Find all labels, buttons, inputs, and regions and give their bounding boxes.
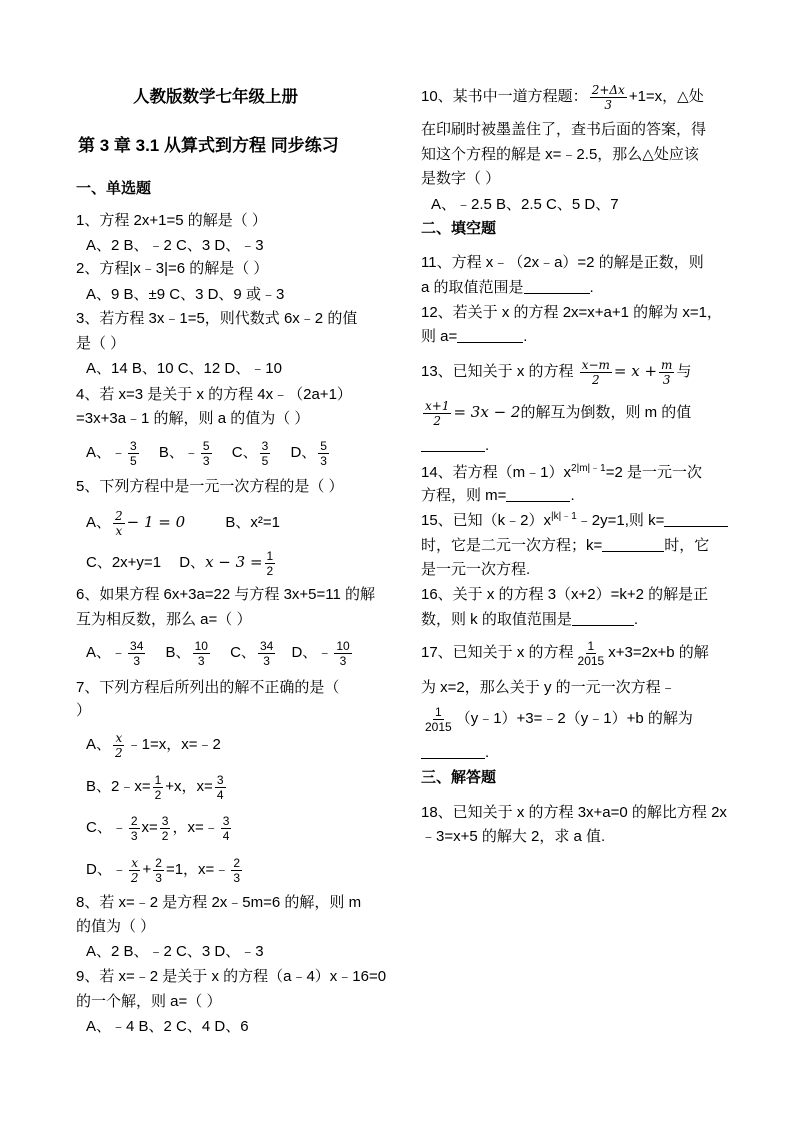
q6-options: A、﹣ $\frac{34}{3}$ B、 $\frac{10}{3}$ C、 $\frac{34}{3}$ D、﹣ $\frac{10}{3}$	[86, 638, 350, 668]
q7-option-b: B、2﹣x= $\frac{1}{2}$ +x，x= $\frac{3}{4}$	[86, 772, 224, 802]
q15-answer-blank-2[interactable]	[602, 536, 664, 552]
q10-stem-line4: 是数字（ ）	[421, 170, 501, 187]
q6-stem-line1: 6、如果方程 6x+3a=22 与方程 3x+5=11 的解	[76, 586, 376, 603]
q7-option-c: C、﹣ $\frac{2}{3}$ x= $\frac{3}{2}$ ，x=﹣ $\frac{3}{4}$	[86, 813, 230, 843]
q4-stem-line1: 4、若 x=3 是关于 x 的方程 4x﹣（2a+1）	[76, 386, 352, 403]
q17-answer-blank[interactable]	[421, 743, 485, 759]
doc-title: 人教版数学七年级上册	[133, 88, 298, 106]
q10-stem-line1: 10、某书中一道方程题： $\frac{2+\Delta x}{3}$ +1=x，△处	[421, 82, 704, 112]
q8-stem-line2: 的值为（ ）	[76, 918, 156, 935]
q9-stem-line1: 9、若 x=﹣2 是关于 x 的方程（a﹣4）x﹣16=0	[76, 968, 387, 985]
q13-line1: 13、已知关于 x 的方程 $\frac{x-m}{2}$ = x + $\frac{m}{3}$ 与	[421, 357, 692, 387]
q7-stem-line2: ）	[76, 702, 92, 719]
q3-stem-line2: 是（ ）	[76, 335, 126, 352]
q9-stem-line2: 的一个解，则 a=（ ）	[76, 993, 222, 1010]
q9-options: A、﹣4 B、2 C、4 D、6	[86, 1018, 249, 1035]
q16-answer-blank[interactable]	[572, 610, 634, 626]
q10-stem-line3: 知这个方程的解是 x=﹣2.5，那么△处应该	[421, 146, 699, 163]
q15-line3: 是一元一次方程.	[421, 561, 531, 578]
q1-stem: 1、方程 2x+1=5 的解是（ ）	[76, 212, 267, 229]
q2-stem: 2、方程|x﹣3|=6 的解是（ ）	[76, 260, 269, 277]
q7-option-d: D、﹣ $\frac{x}{2}$ + $\frac{2}{3}$ =1，x=﹣ $\frac{2}{3}$	[86, 855, 240, 885]
q11-line2: a 的取值范围是 .	[421, 279, 594, 296]
q16-line2: 数，则 k 的取值范围是 .	[421, 611, 639, 628]
doc-subtitle: 第 3 章 3.1 从算式到方程 同步练习	[78, 136, 339, 155]
q15-answer-blank-1[interactable]	[664, 511, 728, 527]
q13-line3: .	[421, 435, 489, 457]
q5-stem: 5、下列方程中是一元一次方程的是（ ）	[76, 478, 344, 495]
q18-line1: 18、已知关于 x 的方程 3x+a=0 的解比方程 2x	[421, 804, 727, 821]
q10-stem-line2: 在印刷时被墨盖住了，查书后面的答案，得	[421, 121, 707, 138]
q17-line4: .	[421, 742, 489, 764]
q17-line1: 17、已知关于 x 的方程 $\frac{1}{2015}$ x+3=2x+b 的解	[421, 638, 709, 668]
q12-line2: 则 a= .	[421, 328, 528, 345]
q5-options-cd: C、2x+y=1 D、x − 3 = $\frac{1}{2}$	[86, 548, 274, 578]
q11-answer-blank[interactable]	[524, 278, 590, 294]
q5-options-ab: A、 $\frac{2}{x}$ − 1 = 0 B、x²=1	[86, 508, 280, 538]
q18-line2: ﹣3=x+5 的解大 2，求 a 值.	[421, 828, 606, 845]
q3-stem-line1: 3、若方程 3x﹣1=5，则代数式 6x﹣2 的值	[76, 310, 358, 327]
q13-line2: $\frac{x+1}{2}$ = 3x − 2的解互为倒数，则 m 的值	[425, 398, 692, 428]
q1-options: A、2 B、﹣2 C、3 D、﹣3	[86, 237, 264, 254]
section-single-choice: 一、单选题	[76, 180, 152, 197]
q14-line1: 14、若方程$(m﹣1)x^{2|m|﹣1}=2$ 是一元一次	[421, 463, 702, 481]
q12-answer-blank[interactable]	[457, 327, 523, 343]
q4-options: A、﹣ $\frac{3}{5}$ B、﹣ $\frac{5}{3}$ C、 $\frac{3}{5}$ D、 $\frac{5}{3}$	[86, 438, 327, 468]
q11-line1: 11、方程 x﹣（2x﹣a）=2 的解是正数，则	[421, 254, 704, 271]
q17-line2: 为 x=2，那么关于 y 的一元一次方程﹣	[421, 679, 676, 696]
q15-line2: 时，它是二元一次方程；k= 时，它	[421, 537, 710, 554]
q16-line1: 16、关于 x 的方程 3（x+2）=k+2 的解是正	[421, 586, 709, 603]
q4-stem-line2: =3x+3a﹣1 的解，则 a 的值为（ ）	[76, 410, 310, 427]
q7-stem-line1: 7、下列方程后所列出的解不正确的是（	[76, 679, 340, 696]
q14-line2: 方程，则 m= .	[421, 487, 575, 504]
q13-answer-blank[interactable]	[421, 436, 485, 452]
q12-line1: 12、若关于 x 的方程 2x=x+a+1 的解为 x=1，	[421, 304, 722, 321]
q14-answer-blank[interactable]	[506, 486, 570, 502]
q2-options: A、9 B、±9 C、3 D、9 或﹣3	[86, 286, 285, 303]
q17-line3: $\frac{1}{2015}$ （y﹣1）+3=﹣2（y﹣1）+b 的解为	[425, 704, 693, 734]
q8-options: A、2 B、﹣2 C、3 D、﹣3	[86, 943, 264, 960]
q3-options: A、14 B、10 C、12 D、﹣10	[86, 360, 282, 377]
q10-options: A、﹣2.5 B、2.5 C、5 D、7	[431, 196, 619, 213]
section-answer: 三、解答题	[421, 769, 497, 786]
q7-option-a: A、 $\frac{x}{2}$ ﹣1=x，x=﹣2	[86, 730, 221, 760]
section-fill-blank: 二、填空题	[421, 220, 497, 237]
q15-line1: 15、已知$(k﹣2)x^{|k|﹣1}﹣2y=1$,则 k=	[421, 510, 728, 532]
q6-stem-line2: 互为相反数，那么 a=（ ）	[76, 611, 252, 628]
q8-stem-line1: 8、若 x=﹣2 是方程 2x﹣5m=6 的解，则 m	[76, 894, 362, 911]
